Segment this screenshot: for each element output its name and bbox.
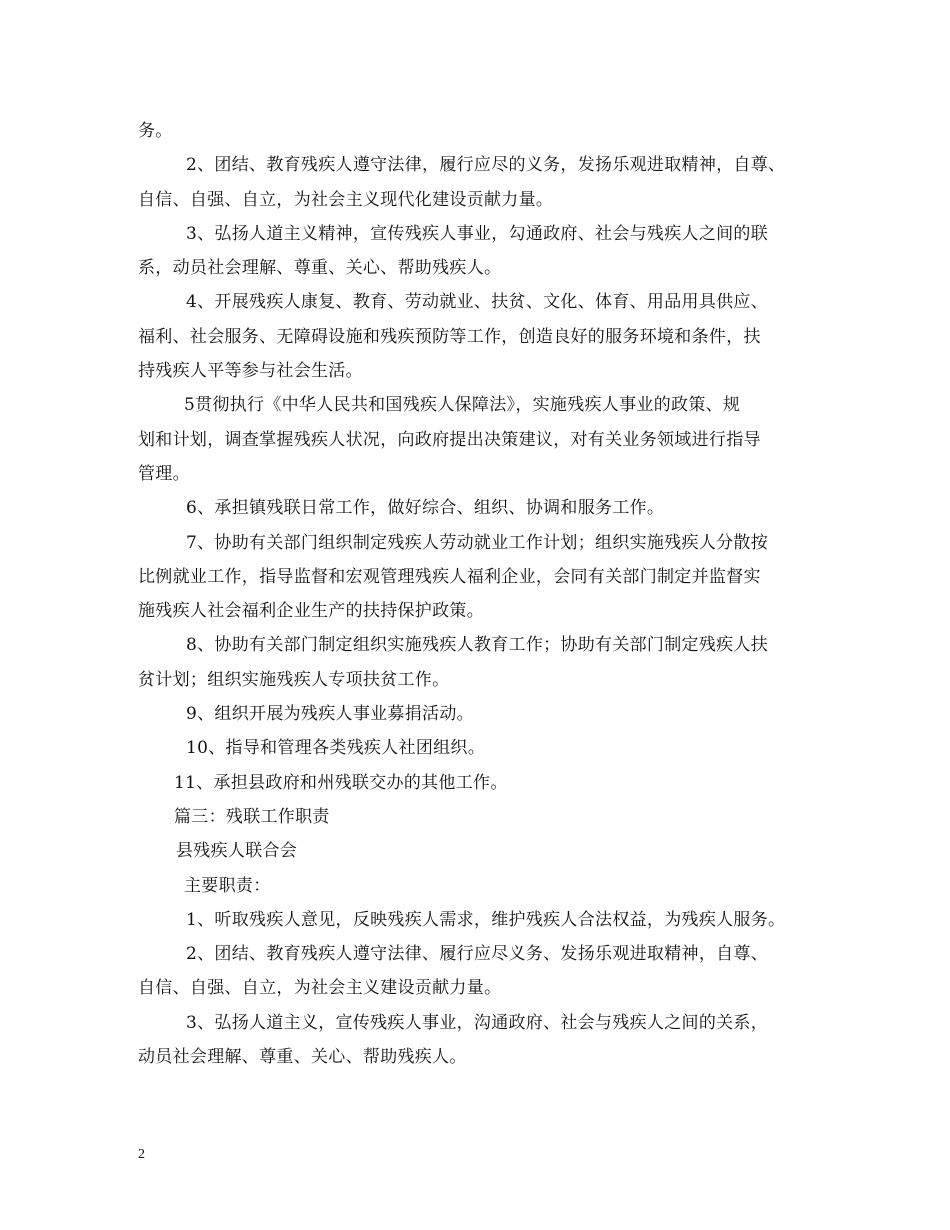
text-line: 10、指导和管理各类残疾人社团组织。: [186, 738, 486, 759]
text-line: 动员社会理解、尊重、关心、帮助残疾人。: [138, 1047, 467, 1068]
text-line: 5贯彻执行《中华人民共和国残疾人保障法》，实施残疾人事业的政策、规: [184, 395, 741, 416]
text-line: 管理。: [138, 463, 190, 484]
text-line: 比例就业工作，指导监督和宏观管理残疾人福利企业，会同有关部门制定并监督实: [138, 566, 761, 587]
text-line: 福利、社会服务、无障碍设施和残疾预防等工作，创造良好的服务环境和条件，扶: [138, 326, 761, 347]
text-line: 3、弘扬人道主义精神，宣传残疾人事业，勾通政府、社会与残疾人之间的联: [186, 223, 769, 244]
text-line: 务。: [138, 121, 173, 141]
page-number: 2: [138, 1147, 145, 1162]
section-heading: 篇三：残联工作职责: [174, 806, 330, 827]
text-line: 8、协助有关部门制定组织实施残疾人教育工作；协助有关部门制定残疾人扶: [186, 635, 769, 656]
text-line: 4、开展残疾人康复、教育、劳动就业、扶贫、文化、体育、用品用具供应、: [186, 292, 769, 313]
text-line: 1、听取残疾人意见，反映残疾人需求，维护残疾人合法权益，为残疾人服务。: [186, 909, 786, 930]
text-line: 贫计划；组织实施残疾人专项扶贫工作。: [138, 669, 450, 690]
text-line: 施残疾人社会福利企业生产的扶持保护政策。: [138, 601, 484, 622]
text-line: 自信、自强、自立，为社会主义现代化建设贡献力量。: [138, 189, 554, 210]
text-line: 持残疾人平等参与社会生活。: [138, 361, 363, 382]
text-line: 划和计划，调查掌握残疾人状况，向政府提出决策建议，对有关业务领域进行指导: [138, 429, 761, 450]
text-line: 2、团结、教育残疾人遵守法律、履行应尽义务、发扬乐观进取精神，自尊、: [186, 944, 769, 965]
text-line: 9、组织开展为残疾人事业募捐活动。: [186, 704, 474, 725]
text-line: 11、承担县政府和州残联交办的其他工作。: [174, 772, 508, 793]
document-body: [138, 114, 828, 1074]
text-line: 系，动员社会理解、尊重、关心、帮助残疾人。: [138, 258, 502, 279]
text-line: 自信、自强、自立，为社会主义建设贡献力量。: [138, 978, 502, 999]
text-line: 7、协助有关部门组织制定残疾人劳动就业工作计划；组织实施残疾人分散按: [186, 532, 769, 553]
text-line: 2、团结、教育残疾人遵守法律，履行应尽的义务，发扬乐观进取精神，自尊、: [186, 155, 786, 176]
text-line: 3、弘扬人道主义，宣传残疾人事业，沟通政府、社会与残疾人之间的关系，: [186, 1012, 769, 1033]
text-line: 6、承担镇残联日常工作，做好综合、组织、协调和服务工作。: [186, 498, 665, 519]
organization-name: 县残疾人联合会: [176, 841, 298, 862]
subheading: 主要职责：: [184, 875, 271, 896]
